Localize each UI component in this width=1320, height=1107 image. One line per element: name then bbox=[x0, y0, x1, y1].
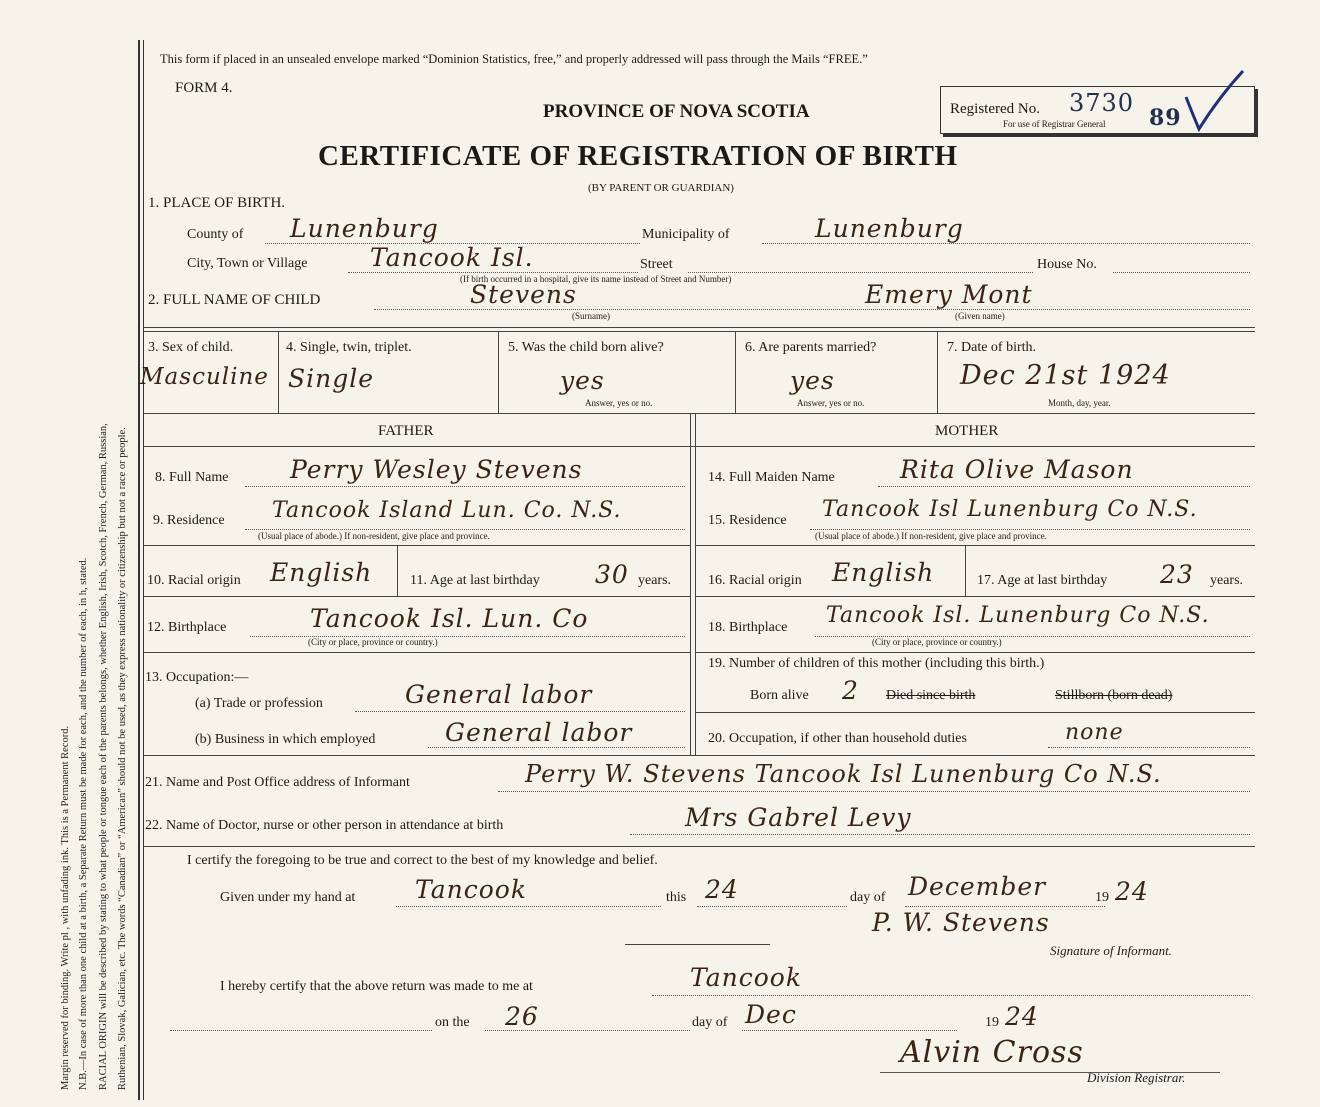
father-birthplace-label: 12. Birthplace bbox=[147, 620, 227, 635]
certify-year-prefix: 19 bbox=[1095, 890, 1109, 905]
died-since-birth-label: Died since birth bbox=[886, 688, 976, 703]
married-note: Answer, yes or no. bbox=[797, 398, 865, 408]
mother-years: years. bbox=[1210, 573, 1244, 588]
father-residence: Tancook Island Lun. Co. N.S. bbox=[272, 498, 622, 523]
child-given-name: Emery Mont bbox=[865, 280, 1033, 309]
certify-day: 24 bbox=[705, 875, 739, 904]
on-the-label: on the bbox=[435, 1015, 470, 1030]
mother-residence: Tancook Isl Lunenburg Co N.S. bbox=[822, 497, 1198, 522]
father-residence-note: (Usual place of abode.) If non-resident, give place and province. bbox=[258, 531, 490, 541]
this-label: this bbox=[666, 890, 687, 905]
born-alive-label: Born alive bbox=[750, 688, 809, 703]
registrar-signature-label: Division Registrar. bbox=[1087, 1070, 1186, 1085]
dob-label: 7. Date of birth. bbox=[947, 340, 1037, 355]
single-value: Single bbox=[288, 364, 375, 393]
given-note: (Given name) bbox=[955, 311, 1005, 321]
registrar-day: 26 bbox=[505, 1002, 539, 1031]
father-age-label: 11. Age at last birthday bbox=[410, 573, 540, 588]
binding-rule-inner bbox=[143, 40, 144, 1100]
father-birthplace: Tancook Isl. Lun. Co bbox=[310, 604, 589, 633]
informant-signature-label: Signature of Informant. bbox=[1050, 943, 1172, 958]
mother-heading: MOTHER bbox=[935, 423, 999, 439]
certify-month: December bbox=[908, 872, 1047, 901]
checkmark-icon bbox=[1181, 67, 1251, 137]
municipality-value: Lunenburg bbox=[815, 214, 964, 243]
registrar-year-prefix: 19 bbox=[985, 1015, 999, 1030]
city-value: Tancook Isl. bbox=[370, 243, 534, 272]
day-of-label: day of bbox=[850, 890, 886, 905]
registrar-signature: Alvin Cross bbox=[900, 1035, 1084, 1070]
certificate-title: CERTIFICATE OF REGISTRATION OF BIRTH bbox=[318, 140, 958, 172]
dob-value: Dec 21st 1924 bbox=[960, 360, 1171, 391]
sex-label: 3. Sex of child. bbox=[148, 340, 234, 355]
father-name: Perry Wesley Stevens bbox=[290, 455, 583, 484]
informant-label: 21. Name and Post Office address of Informant bbox=[145, 775, 410, 790]
county-value: Lunenburg bbox=[290, 214, 439, 243]
margin-note-2: N.B.—In case of more than one child at a birth, a Separate Return must be made for each, and the number of each, in h, stated. bbox=[78, 557, 89, 1090]
father-birthplace-note: (City or place, province or country.) bbox=[308, 637, 438, 647]
mother-name: Rita Olive Mason bbox=[900, 455, 1134, 484]
mother-racial-label: 16. Racial origin bbox=[708, 573, 802, 588]
place-heading: 1. PLACE OF BIRTH. bbox=[148, 195, 286, 211]
registered-label: Registered No. bbox=[950, 101, 1040, 117]
surname-note: (Surname) bbox=[572, 311, 610, 321]
registrar-statement: I hereby certify that the above return was made to me at bbox=[220, 979, 533, 994]
mother-occupation: none bbox=[1065, 720, 1124, 745]
informant-signature: P. W. Stevens bbox=[872, 908, 1050, 937]
father-heading: FATHER bbox=[378, 423, 434, 439]
registrar-year: 24 bbox=[1005, 1002, 1039, 1031]
father-residence-label: 9. Residence bbox=[153, 513, 225, 528]
given-place: Tancook bbox=[415, 875, 527, 904]
father-trade-label: (a) Trade or profession bbox=[195, 696, 323, 711]
registered-number: 3730 bbox=[1069, 89, 1135, 117]
mail-notice: This form if placed in an unsealed envelope marked “Dominion Statistics, free,” and properly addressed will pass through the Mails “FREE.” bbox=[160, 52, 868, 66]
certify-year: 24 bbox=[1115, 877, 1149, 906]
county-label: County of bbox=[187, 227, 244, 242]
mother-birthplace: Tancook Isl. Lunenburg Co N.S. bbox=[826, 603, 1210, 628]
registered-suffix: 89 bbox=[1149, 105, 1182, 131]
married-value: yes bbox=[790, 366, 835, 395]
married-label: 6. Are parents married? bbox=[745, 340, 877, 355]
father-racial-label: 10. Racial origin bbox=[147, 573, 241, 588]
stillborn-label: Stillborn (born dead) bbox=[1055, 688, 1173, 703]
margin-note-4: Ruthenian, Slovak, Galician, etc. The words “Canadian” or “American” should not be used, as they express nationality or citizenship but not a race or people. bbox=[117, 427, 128, 1090]
alive-value: yes bbox=[560, 366, 605, 395]
alive-label: 5. Was the child born alive? bbox=[508, 340, 664, 355]
father-business: General labor bbox=[445, 718, 633, 747]
single-label: 4. Single, twin, triplet. bbox=[286, 340, 412, 355]
mother-occupation-label: 20. Occupation, if other than household duties bbox=[708, 731, 967, 746]
child-surname: Stevens bbox=[470, 280, 577, 309]
doctor-value: Mrs Gabrel Levy bbox=[685, 803, 912, 832]
father-racial: English bbox=[270, 558, 373, 587]
certify-statement: I certify the foregoing to be true and correct to the best of my knowledge and belief. bbox=[187, 853, 658, 868]
alive-note: Answer, yes or no. bbox=[585, 398, 653, 408]
sex-value: Masculine bbox=[140, 364, 269, 390]
mother-residence-note: (Usual place of abode.) If non-resident, give place and province. bbox=[815, 531, 1047, 541]
father-name-label: 8. Full Name bbox=[155, 470, 229, 485]
registered-box bbox=[940, 86, 1255, 134]
mother-birthplace-label: 18. Birthplace bbox=[708, 620, 788, 635]
margin-note-1: Margin reserved for binding. Write pl , with unfading ink. This is a Permanent Record. bbox=[60, 725, 71, 1090]
father-years: years. bbox=[638, 573, 672, 588]
informant-value: Perry W. Stevens Tancook Isl Lunenburg Co N.S. bbox=[525, 760, 1162, 788]
mother-birthplace-note: (City or place, province or country.) bbox=[872, 637, 1002, 647]
mother-age: 23 bbox=[1160, 560, 1194, 589]
mother-racial: English bbox=[832, 558, 935, 587]
registrar-month: Dec bbox=[745, 1000, 797, 1029]
province-heading: PROVINCE OF NOVA SCOTIA bbox=[543, 101, 810, 122]
margin-note-3: RACIAL ORIGIN will be described by stating to what people or tongue each of the parents belongs, whether English, Irish, Scotch, French, German, Russian, bbox=[98, 423, 109, 1090]
house-label: House No. bbox=[1037, 257, 1097, 272]
municipality-label: Municipality of bbox=[642, 227, 730, 242]
father-business-label: (b) Business in which employed bbox=[195, 732, 376, 747]
certificate-subtitle: (BY PARENT OR GUARDIAN) bbox=[588, 182, 734, 194]
father-occupation-label: 13. Occupation:— bbox=[145, 670, 249, 685]
father-age: 30 bbox=[595, 560, 629, 589]
mother-age-label: 17. Age at last birthday bbox=[977, 573, 1108, 588]
father-trade: General labor bbox=[405, 680, 593, 709]
city-label: City, Town or Village bbox=[187, 256, 308, 271]
given-label: Given under my hand at bbox=[220, 890, 356, 905]
dob-note: Month, day, year. bbox=[1048, 398, 1111, 408]
doctor-label: 22. Name of Doctor, nurse or other person in attendance at birth bbox=[145, 818, 504, 833]
registered-note: For use of Registrar General bbox=[1003, 119, 1106, 129]
mother-name-label: 14. Full Maiden Name bbox=[708, 470, 835, 485]
registrar-place: Tancook bbox=[690, 963, 802, 992]
registrar-day-of-label: day of bbox=[692, 1015, 728, 1030]
mother-residence-label: 15. Residence bbox=[708, 513, 787, 528]
street-label: Street bbox=[640, 257, 673, 272]
form-number: FORM 4. bbox=[175, 80, 233, 96]
born-alive-value: 2 bbox=[842, 676, 859, 705]
hospital-note: (If birth occurred in a hospital, give its name instead of Street and Number) bbox=[460, 274, 732, 284]
mother-children-label: 19. Number of children of this mother (including this birth.) bbox=[708, 656, 1045, 671]
binding-rule-left bbox=[138, 40, 140, 1100]
child-name-label: 2. FULL NAME OF CHILD bbox=[148, 292, 321, 308]
